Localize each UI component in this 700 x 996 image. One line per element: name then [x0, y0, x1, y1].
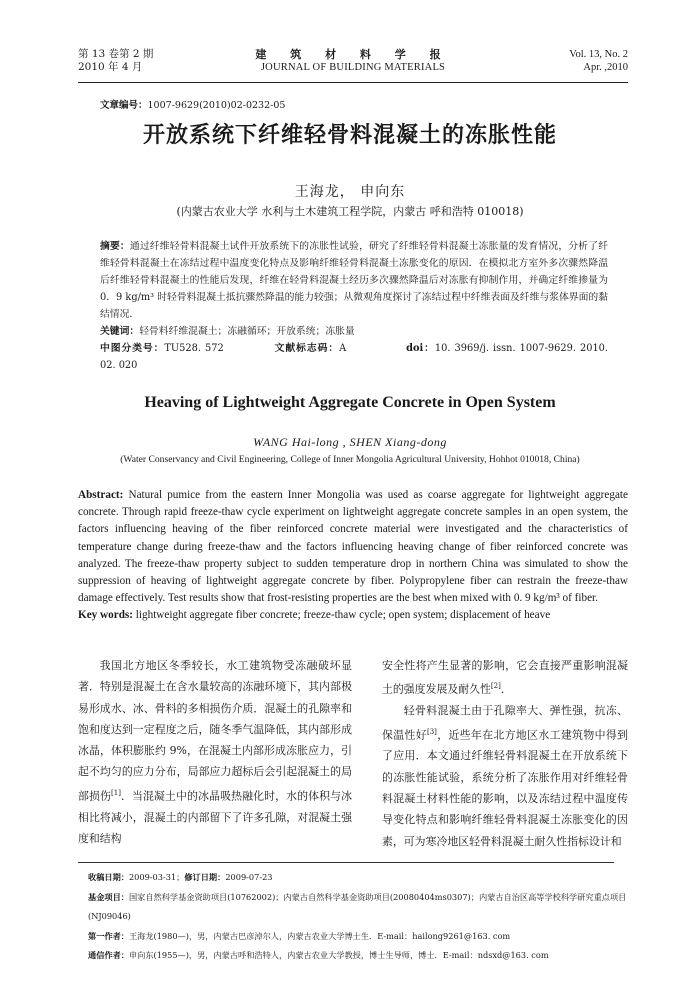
- keywords-cn: [100, 323, 608, 340]
- abstract-cn-label: 摘要：: [100, 241, 130, 252]
- classification-line: [100, 340, 608, 374]
- fund-text: 国家自然科学基金资助项目(10762002)；内蒙古自然科学基金资助项目(20080404ms0307)；内蒙古自治区高等学校科学研究重点项目(NJ09046): [88, 891, 627, 921]
- first-author-text: 王海龙(1980—)，男，内蒙古巴彦淖尔人，内蒙古农业大学博士生．E-mail：hailong9261@163. com: [128, 930, 511, 941]
- header-right: [569, 48, 628, 74]
- article-number-value: 1007-9629(2010)02-0232-05: [147, 100, 286, 111]
- citation-ref[interactable]: [3]: [426, 727, 437, 736]
- affiliation-cn: (内蒙古农业大学 水利与土木建筑工程学院，内蒙古 呼和浩特 010018): [176, 205, 524, 218]
- journal-name-en: JOURNAL OF BUILDING MATERIALS: [260, 62, 446, 73]
- received-date: 2009-03-31；: [128, 872, 185, 882]
- keywords-en-text: lightweight aggregate fiber concrete; freeze-thaw cycle; open system; displacement of heave: [133, 609, 551, 622]
- authors-en: WANG Hai-long , SHEN Xiang-dong: [253, 435, 447, 449]
- running-header: [78, 48, 628, 82]
- footnote-first-author: [78, 927, 628, 947]
- revised-label: 修订日期：: [184, 872, 226, 882]
- keywords-en-label: Key words:: [78, 609, 133, 622]
- article-number: [100, 97, 285, 111]
- body-text: ，近些年在北方地区水工建筑物中得到了应用．本文通过纤维轻骨料混凝土在开放系统下的冻胀性能试验，系统分析了冻胀作用对纤维轻骨料混凝土材料性能的影响，以及冻结过程中温度传导变化特点和影响纤维轻骨料混凝土冻胀变化的因素，可为寒冷地区轻骨料混凝土耐久性指标设计和: [382, 728, 628, 848]
- authors-cn: 王海龙， 申向东: [294, 184, 406, 200]
- first-author-label: 第一作者：: [88, 930, 129, 941]
- keywords-cn-label: 关键词：: [100, 326, 140, 337]
- header-center: [78, 48, 628, 74]
- date-en: Apr. ,2010: [583, 62, 628, 73]
- date-cn: 2010 年 4 月: [78, 61, 143, 73]
- revised-date: 2009-07-23: [225, 872, 273, 882]
- body-column-right: [382, 655, 628, 852]
- body-text: 轻骨料混凝土由于孔隙率大、弹性强，抗冻、保温性好: [382, 704, 628, 742]
- clc-value: TU528. 572: [164, 343, 224, 354]
- abstract-cn-text: 通过纤维轻骨料混凝土试件开放系统下的冻胀性试验，研究了纤维轻骨料混凝土冻胀量的发育情况，分析了纤维轻骨料混凝土在冻结过程中温度变化特点及影响纤维轻骨料混凝土冻胀变化的原因．在模拟北方室外多次骤然降温后纤维轻骨料混凝土的性能后发现，纤维在轻骨料混凝土经历多次骤然降温后对冻胀有抑制作用，并确定纤维掺量为 0．9 kg/m³ 时轻骨料混凝土抵抗骤然降温的能力较强；从微观角度探讨了冻结过程中纤维表面及纤维与浆体界面的黏结情况．: [100, 241, 609, 320]
- abstract-en-label: Abstract:: [78, 489, 124, 501]
- volume-en: Vol. 13, No. 2: [569, 49, 628, 60]
- doi-value: 10. 3969/j. issn. 1007-9629. 2010. 02. 020: [100, 343, 609, 371]
- doc-code-label: 文献标志码：: [273, 343, 340, 354]
- received-label: 收稿日期：: [88, 872, 129, 882]
- journal-name-cn: 建 筑 材 料 学 报: [255, 48, 451, 61]
- article-number-label: 文章编号：: [100, 100, 148, 111]
- abstract-en-body: [78, 487, 628, 607]
- abstract-en-text: Natural pumice from the eastern Inner Mongolia was used as coarse aggregate for lightweight aggregate concrete. Through rapid freeze-thaw cycle experiment on lightweight aggregate concrete samples in an open system, the factors influencing heaving of the fiber reinforced concrete material were investigated and the characteristics of temperature change during freeze-thaw and the factors influencing heaving change of fiber reinforced concrete was analyzed. The freeze-thaw property subject to sudden temperature drop in northern China was simulated to show the suppression of heaving of lightweight aggregate concrete by fiber. Polypropylene fiber can restrain the freeze-thaw damage effectively. Test results show that frost-resisting properties are the best when mixed with 0. 9 kg/m³ of fiber.: [78, 489, 628, 605]
- citation-ref[interactable]: [1]: [111, 788, 121, 797]
- paper-title-cn: 开放系统下纤维轻骨料混凝土的冻胀性能: [142, 123, 557, 148]
- footnote-dates: [78, 868, 628, 888]
- doc-code-value: A: [339, 343, 347, 354]
- fund-label: 基金项目：: [88, 891, 129, 902]
- body-text: ．当混凝土中的冰晶吸热融化时，水的体积与冰相比将减小，混凝土的内部留下了许多孔隙，对混凝土强度和结构: [78, 789, 352, 845]
- keywords-cn-text: 轻骨料纤维混凝土；冻融循环；开放系统；冻胀量: [139, 326, 355, 337]
- volume-cn: 第 13 卷第 2 期: [78, 48, 154, 60]
- abstract-cn-body: [100, 238, 608, 323]
- body-text: 安全性将产生显著的影响，它会直接严重影响混凝土的强度发展及耐久性: [382, 659, 628, 696]
- footnotes: [78, 868, 628, 966]
- body-paragraph: [382, 655, 628, 700]
- abstract-en: [78, 487, 628, 625]
- abstract-cn: [100, 238, 608, 374]
- affiliation-en: (Water Conservancy and Civil Engineering, College of Inner Mongolia Agricultural University, Hohhot 010018, China): [120, 454, 580, 465]
- body-text: ．: [500, 682, 512, 696]
- corr-author-text: 申向东(1955—)，男，内蒙古呼和浩特人，内蒙古农业大学教授，博士生导师，博士．E-mail：ndsxd@163. com: [128, 950, 549, 960]
- body-text: 我国北方地区冬季较长，水工建筑物受冻融破坏显著．特别是混凝土在含水量较高的冻融环境下，其内部极易形成水、冰、骨料的多相损伤介质．混凝土的孔隙率和饱和度达到一定程度之后，随冬季气温降低，其内部形成冰晶，体积膨胀约 9%，在混凝土内部形成冻胀应力，引起不均匀的应力分布，局部应力超标后会引起混凝土的局部损伤: [78, 659, 352, 803]
- doi-label: doi：: [406, 343, 435, 354]
- header-rule: [78, 82, 628, 83]
- body-column-left: [78, 655, 352, 849]
- body-paragraph: [382, 700, 628, 852]
- corr-author-label: 通信作者：: [88, 950, 129, 960]
- citation-ref[interactable]: [2]: [490, 682, 501, 691]
- footnote-corresponding-author: [78, 946, 628, 966]
- clc-label: 中图分类号：: [100, 343, 165, 354]
- paper-title-en: Heaving of Lightweight Aggregate Concrete in Open System: [144, 394, 556, 411]
- footnote-rule: [78, 862, 614, 863]
- body-paragraph: [78, 655, 352, 849]
- keywords-en: [78, 607, 628, 624]
- footnote-fund: [78, 888, 628, 927]
